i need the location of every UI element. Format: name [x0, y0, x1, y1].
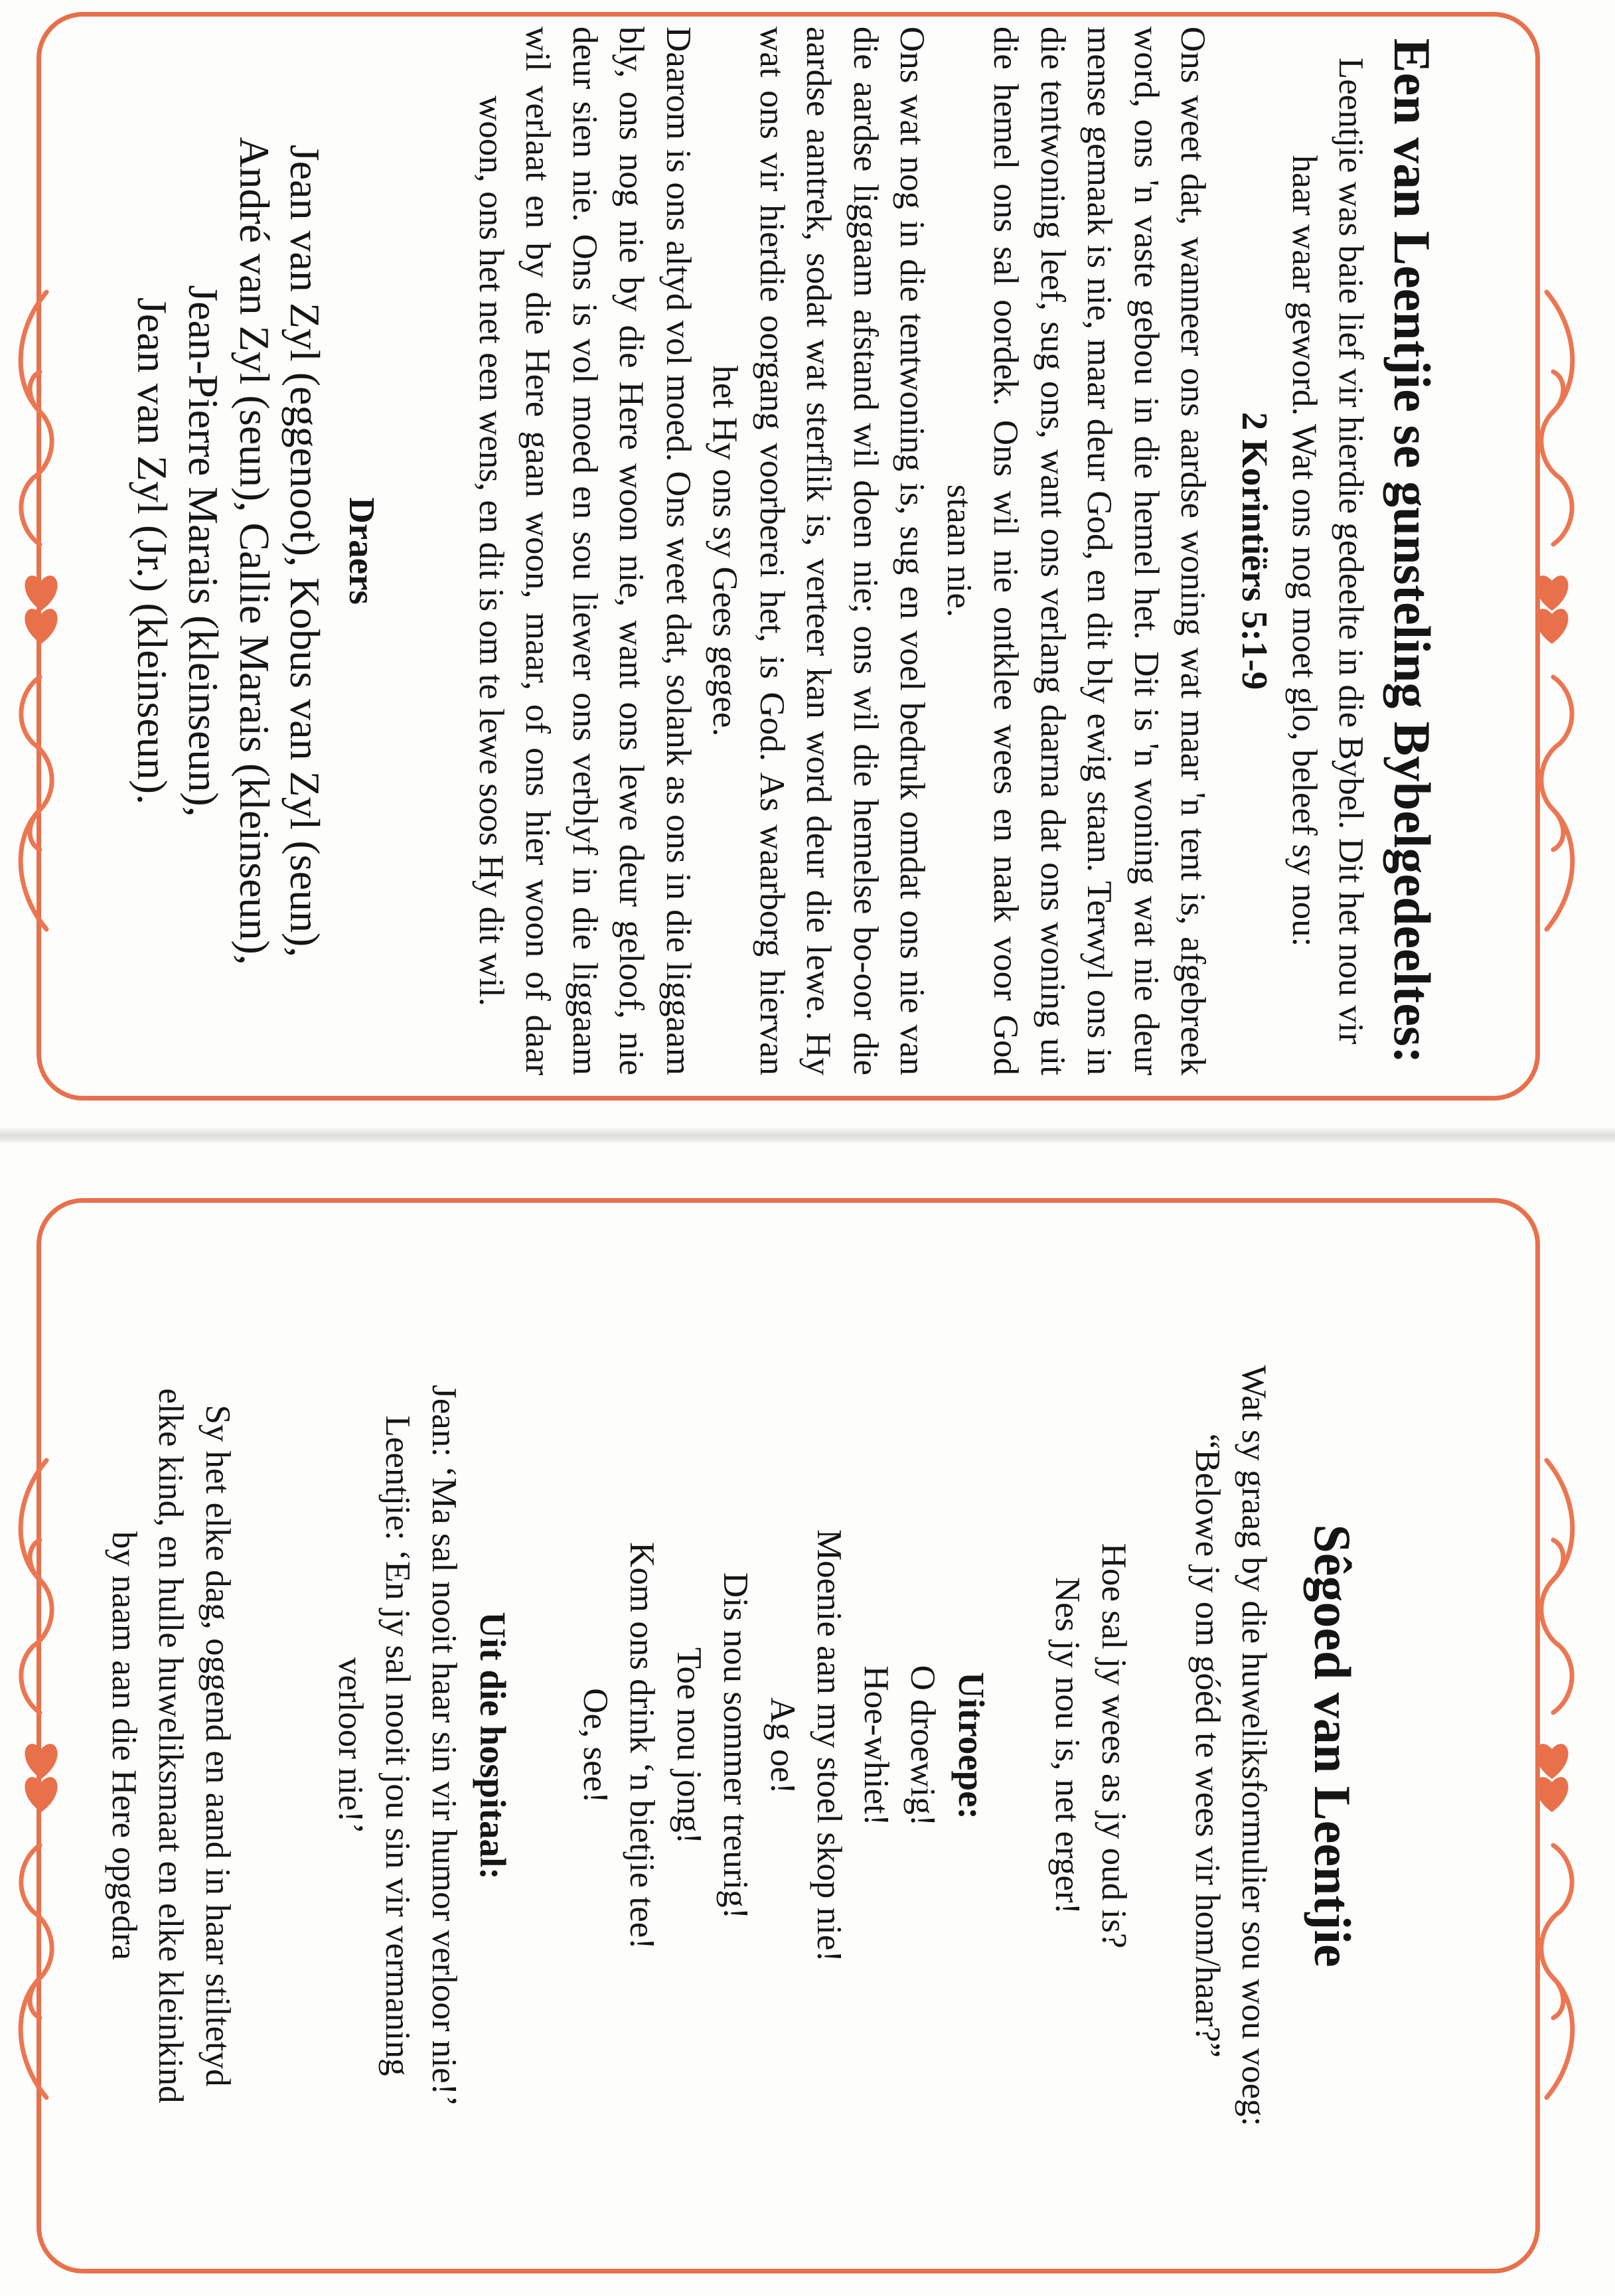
- saying-line: Hoe sal jy wees as jy oud is?: [1095, 1543, 1134, 1949]
- closing-line: by naam aan die Here opgedra: [104, 1531, 143, 1960]
- scroll-ornament-icon: [0, 279, 80, 943]
- sayings-lines: [1043, 1228, 1137, 2263]
- bearers-heading: Draers: [342, 497, 383, 605]
- hospital-line: Leentjie: ‘En jy sal nooit jou sin vir vermaning: [378, 1415, 417, 2076]
- bible-passage-content: [126, 27, 1440, 1075]
- page-title: Een van Leentjie se gunsteling Bybelgedeeltes:: [1383, 38, 1441, 1064]
- intro-line: Wat sy graag by die huweliksformulier sou wou voeg:: [1235, 1365, 1274, 2127]
- scroll-ornament-icon: [1513, 279, 1593, 943]
- exclamation: O droewig!: [903, 1665, 943, 1827]
- intro-paragraph: Leentjie was baie lief vir hierdie gedeelte in die Bybel. Dit het nou vir haar waar geword. Wat ons nog moet glo, beleef sy nou:: [1284, 57, 1371, 1045]
- bearers-line: Jean-Pierre Marais (kleinseun),: [179, 285, 227, 817]
- bearers-line: Jean van Zyl (eggenoot), Kobus van Zyl (seun),: [281, 144, 329, 958]
- closing-lines: [100, 1228, 240, 2263]
- scripture-reference: 2 Korintiërs 5:1-9: [1235, 412, 1276, 690]
- exclamation: Oe, see!: [576, 1688, 615, 1803]
- scroll-ornament-icon: [1513, 1447, 1593, 2111]
- bearers-line: André van Zyl (seun), Callie Marais (kleinseun),: [230, 137, 278, 965]
- exclamations-heading: Uitroepe:: [951, 1672, 992, 1819]
- exclamation: Dis nou sommer treurig!: [716, 1572, 755, 1920]
- page-fold: [0, 1128, 1615, 1143]
- scroll-ornament-icon: [0, 1447, 80, 2111]
- bearers-list: [126, 27, 330, 1075]
- exclamation: Ag oe!: [763, 1697, 802, 1794]
- saying-line: Nes jy nou is, net erger!: [1047, 1576, 1087, 1915]
- closing-line: Sy het elke dag, oggend en aand in haar stiltetyd: [198, 1405, 237, 2087]
- scripture-paragraph: Daarom is ons altyd vol moed. Ons weet dat, solank as ons in die liggaam bly, ons nog nie by die Here woon nie, want ons lewe deur geloof, nie deur sien nie. Ons is vol moed en sou liewer ons verblyf in die liggaam wil verlaat en by die Here gaan woon, maar, of ons hier woon of daar woon, ons het net een wens, en dit is om te lewe soos Hy dit wil.: [471, 27, 698, 1075]
- sayings-content: [100, 1228, 1361, 2263]
- closing-line: elke kind, en hulle huweliksmaat en elke kleinkind: [151, 1388, 191, 2104]
- exclamation: Kom ons drink ‘n bietjie tee!: [623, 1542, 662, 1950]
- hospital-line: verloor nie!’: [331, 1657, 370, 1835]
- scripture-paragraph: Ons weet dat, wanneer ons aardse woning wat maar 'n tent is, afgebreek word, ons 'n vaste gebou in die hemel het. Dit is 'n woning wat nie deur mense gemaak is nie, maar deur God, en dit bly ewig staan. Terwyl ons in die tentwoning leef, sug ons, want ons verlang daarna dat ons woning uit die hemel ons sal oordek. Ons wil nie ontklee wees en naak voor God staan nie.: [939, 27, 1213, 1075]
- sayings-title: Sêgoed van Leentjie: [1304, 1524, 1361, 1967]
- exclamation: Hoe-whiet!: [856, 1665, 895, 1826]
- intro-line: “Belowe jy om góéd te wees vir hom/haar?”: [1188, 1433, 1227, 2058]
- intro-lines: [1184, 1228, 1277, 2263]
- bearers-line: Jean van Zyl (Jr.) (kleinseun).: [129, 297, 177, 805]
- exclamations-list: [572, 1228, 946, 2263]
- hospital-quotes: [327, 1228, 467, 2263]
- hospital-heading: Uit die hospitaal:: [473, 1612, 514, 1880]
- exclamation: Moenie aan my stoel skop nie!: [810, 1529, 849, 1963]
- hospital-line: Jean: ‘Ma sal nooit haar sin vir humor verloor nie!’: [425, 1385, 464, 2107]
- scripture-paragraph: Ons wat nog in die tentwoning is, sug en voel bedruk omdat ons nie van die aardse liggaam afstand wil doen nie; ons wil die hemelse bo-oor die aardse aantrek, sodat wat sterflik is, verteer kan word deur die lewe. Hy wat ons vir hierdie oorgang voorberei het, is God. As waarborg hiervan het Hy ons sy Gees gegee.: [706, 27, 932, 1075]
- exclamation: Toe nou jong!: [669, 1647, 708, 1845]
